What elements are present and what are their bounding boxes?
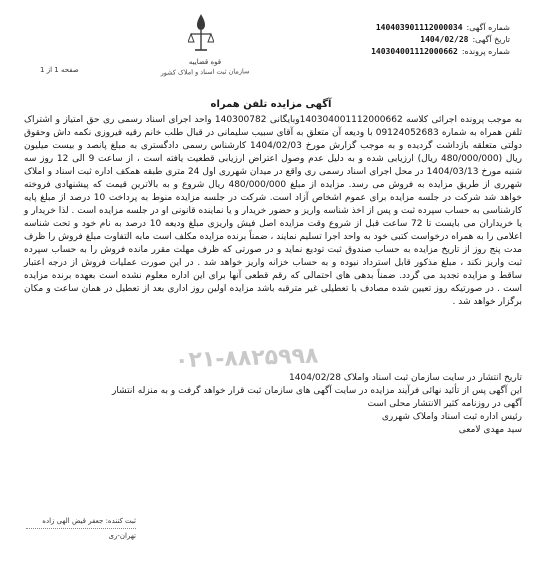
case-number: 140304001112000662 (371, 47, 458, 56)
signatory-title: رئیس اداره ثبت اسناد واملاک شهرری (381, 412, 522, 422)
judiciary-emblem-icon (188, 12, 214, 54)
closing-block (22, 372, 522, 437)
newspaper-note-line: آگهی در روزنامه کثیر الانتشار محلی است (367, 399, 522, 409)
publish-date-line: تاریخ انتشار در سایت سازمان ثبت اسناد واملاک 1404/02/28 (289, 373, 522, 383)
case-number-row (260, 46, 510, 58)
org-subtitle: سازمان ثبت اسناد و املاک کشور (160, 67, 250, 77)
footer-divider (26, 528, 136, 529)
registrar-line: ثبت کننده: جعفر قیض الهی زاده (42, 517, 136, 525)
phone-watermark: ۰۲۱-۸۸۲۵۹۹۸ (174, 343, 319, 374)
notice-number: 140403901112000034 (375, 23, 463, 32)
location-line: تهران-ری (108, 532, 136, 540)
notice-number-row (260, 22, 510, 34)
case-number-label: شماره پرونده: (461, 47, 510, 56)
notice-date: 1404/02/28 (420, 35, 469, 44)
notice-date-row (260, 34, 510, 46)
signatory-name: سید مهدی لامعی (458, 425, 522, 435)
notice-title: آگهی مزایده تلفن همراه (210, 99, 332, 110)
footer (26, 516, 136, 541)
notice-body (24, 114, 522, 309)
org-name: قوه قضاییه (188, 58, 222, 66)
publish-note-line: این آگهی پس از تأئید نهائی فرآیند مزایده در سایت آگهی های سازمان ثبت قرار خواهد گرفت و به منزله انتشار (112, 386, 522, 396)
notice-date-label: تاریخ آگهی: (472, 35, 510, 44)
notice-number-label: شماره آگهی: (466, 23, 510, 32)
page-number: صفحه 1 از 1 (40, 66, 79, 74)
body-paragraph: به موجب پرونده اجرائی کلاسه 140304001112000662وبایگانی 140300782 واحد اجرای اسناد رسمی ری حق امتیاز و اشتراک تلفن همراه به شماره 09124052683 با ودیعه آن متعلق به آقای سبیب سلیمانی در قبال طلب خانم رقیه فیروزی نکمه داش وحقوق دولتی متعلقه بازداشت گردیده و به موجب گزارش مورخ 1404/02/03 کارشناس رسمی دادگستری به مبلغ پانصد و بیست میلیون ریال (480/000/000 ریال) ارزیابی شده و به دلیل عدم وصول اعتراض ارزیابی قطعیت یافته است ، از ساعت 9 الی 12 روز سه شنبه مورخ 1404/03/13 در محل اجرای اسناد رسمی ری واقع در میدان شهرری اول 24 متری طبقه همکف اداره ثبت اسناد و املاک شهرری از طریق مزایده به فروش می رسد. مزایده از مبلغ 480/000/000 ریال شروع و به بالاترین قیمت که پیشنهادی فروخته خواهد شد شرکت در جلسه مزایده برای عموم اشخاص آزاد است. شرکت در جلسه مزایده منوط به پرداخت 10 درصد از مبلغ پایه کارشناسی به حساب سپرده ثبت و پس از اخذ شناسه واریز و حضور خریدار و یا نماینده قانونی او در جلسه مزایده است . لذا خریدار و یا خریداران می بایست تا 72 ساعت قبل از شروع وقت مزایده اصل فیش واریزی مبلغ ودیعه 10 درصد به نام خود و تحت شناسه اعلامی را به همراه درخواست کتبی خود به واحد اجرا تسلیم نمایند ، ضمناً برنده مزایده مکلف است مابه التفاوت مبلغ فروش را ظرف مدت پنج روز از تاریخ مزایده به حساب صندوق ثبت تودیع نماید و در صورتی که ظرف مهلت مقرر مانده فروش را به حساب سپرده ثبت واریز نکند ، مبلغ مذکور قابل استرداد نبوده و به حساب خزانه واریز خواهد شد . در این صورت عملیات فروش از درجه اعتبار ساقط و مزایده تجدید می گردد. ضمناً بدهی های احتمالی که رقم قطعی آنها برای این اداره معلوم نشده است بعهده برنده مزایده است . در صورتیکه روز تعیین شده مصادف با تعطیلی غیر مترقبه باشد مزایده اولین روز اداری بعد از تعطیل در همان ساعت و مکان برگزار خواهد شد . (24, 115, 523, 307)
notice-meta (260, 22, 510, 58)
